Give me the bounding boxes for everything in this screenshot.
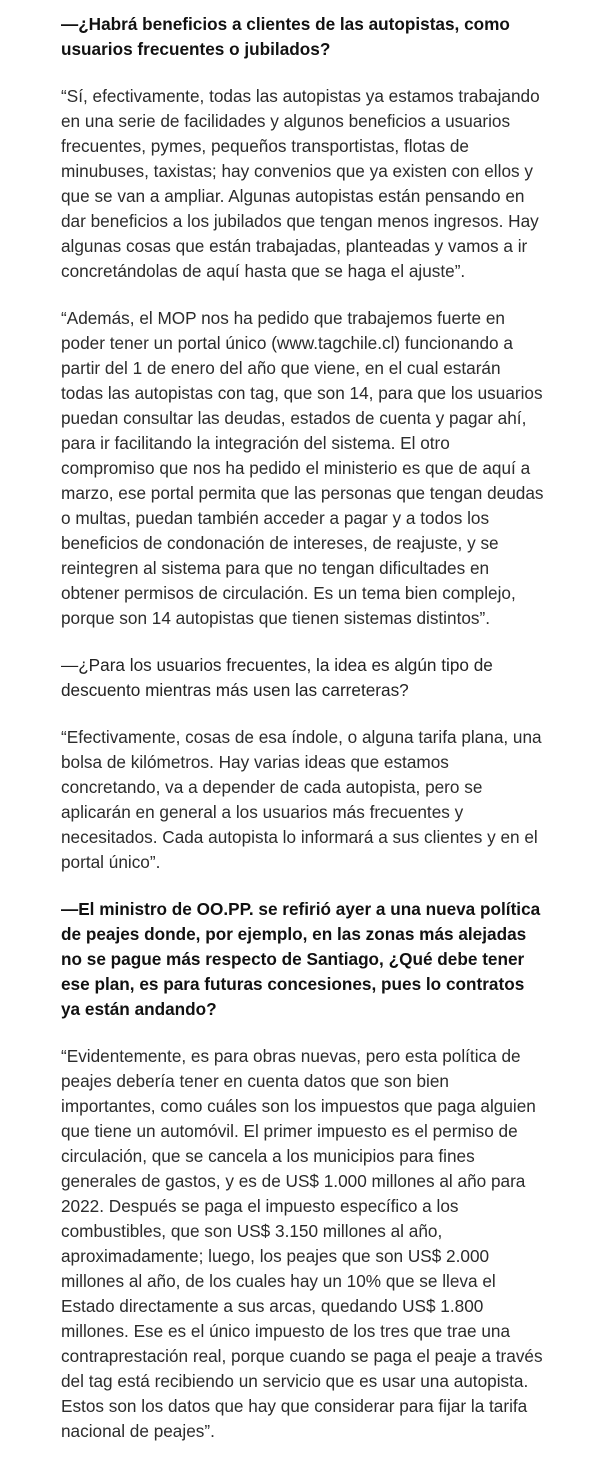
text-line: millones al año, de los cuales hay un 10% que se lleva el: [61, 1271, 496, 1291]
text-line: en una serie de facilidades y algunos beneficios a usuarios: [61, 111, 511, 131]
text-line: marzo, ese portal permita que las personas que tengan deudas: [61, 483, 544, 503]
text-line: peajes debería tener en cuenta datos que son bien: [61, 1071, 449, 1091]
text-line: nacional de peajes”.: [61, 1421, 215, 1441]
text-line: generales de gastos, y es de US$ 1.000 millones al año para: [61, 1171, 526, 1191]
text-line: necesitados. Cada autopista lo informará a sus clientes y en el: [61, 827, 538, 847]
text-line: —El ministro de OO.PP. se refirió ayer a una nueva política: [61, 899, 541, 919]
text-line: —¿Para los usuarios frecuentes, la idea es algún tipo de: [61, 655, 493, 675]
text-line: obtener permisos de circulación. Es un tema bien complejo,: [61, 583, 516, 603]
text-line: Estado directamente a sus arcas, quedando US$ 1.800: [61, 1296, 484, 1316]
text-line: puedan consultar las deudas, estados de cuenta y pagar ahí,: [61, 408, 527, 428]
text-line: “Evidentemente, es para obras nuevas, pero esta política de: [61, 1046, 521, 1066]
text-line: frecuentes, pymes, pequeños transportistas, flotas de: [61, 136, 469, 156]
text-line: algunas cosas que están trabajadas, planteadas y vamos a ir: [61, 236, 528, 256]
text-line: circulación, que se cancela a los municipios para fines: [61, 1146, 475, 1166]
text-line: ya están andando?: [61, 999, 217, 1019]
text-line: porque son 14 autopistas que tienen sistemas distintos”.: [61, 608, 490, 628]
interview-question-3: [61, 897, 570, 1022]
text-line: bolsa de kilómetros. Hay varias ideas que estamos: [61, 752, 449, 772]
text-line: concretando, va a depender de cada autopista, pero se: [61, 777, 483, 797]
text-line: aproximadamente; luego, los peajes que son US$ 2.000: [61, 1246, 490, 1266]
text-line: usuarios frecuentes o jubilados?: [61, 39, 331, 59]
text-line: reintegren al sistema para que no tengan dificultades en: [61, 558, 490, 578]
text-line: del tag está recibiendo un servicio que es usar una autopista.: [61, 1371, 529, 1391]
text-line: “Además, el MOP nos ha pedido que trabajemos fuerte en: [61, 308, 505, 328]
text-line: todas las autopistas con tag, que son 14, para que los usuarios: [61, 383, 543, 403]
text-line: “Efectivamente, cosas de esa índole, o alguna tarifa plana, una: [61, 727, 542, 747]
text-line: combustibles, que son US$ 3.150 millones al año,: [61, 1221, 443, 1241]
text-line: o multas, puedan también acceder a pagar y a todos los: [61, 508, 490, 528]
text-line: poder tener un portal único (www.tagchile.cl) funcionando a: [61, 333, 513, 353]
text-line: dar beneficios a los jubilados que tengan menos ingresos. Hay: [61, 211, 539, 231]
text-line: millones. Ese es el único impuesto de los tres que trae una: [61, 1321, 511, 1341]
interview-question-1: [61, 12, 570, 62]
interview-answer-1: [61, 84, 570, 284]
text-line: minubuses, taxistas; hay convenios que ya existen con ellos y: [61, 161, 533, 181]
text-line: contraprestación real, porque cuando se paga el peaje a través: [61, 1346, 543, 1366]
interview-answer-3: [61, 725, 570, 875]
text-line: 2022. Después se paga el impuesto específico a los: [61, 1196, 459, 1216]
text-line: beneficios de condonación de intereses, de reajuste, y se: [61, 533, 499, 553]
interview-answer-2: [61, 306, 570, 631]
text-line: —¿Habrá beneficios a clientes de las autopistas, como: [61, 14, 510, 34]
text-line: Estos son los datos que hay que considerar para fijar la tarifa: [61, 1396, 528, 1416]
text-line: descuento mientras más usen las carreteras?: [61, 680, 409, 700]
text-line: que tiene un automóvil. El primer impuesto es el permiso de: [61, 1121, 518, 1141]
text-line: importantes, como cuáles son los impuestos que paga alguien: [61, 1096, 536, 1116]
text-line: concretándolas de aquí hasta que se haga el ajuste”.: [61, 261, 466, 281]
text-line: no se pague más respecto de Santiago, ¿Qué debe tener: [61, 949, 525, 969]
text-line: ese plan, es para futuras concesiones, pues lo contratos: [61, 974, 525, 994]
text-line: partir del 1 de enero del año que viene, en el cual estarán: [61, 358, 501, 378]
interview-answer-4: [61, 1044, 570, 1444]
text-line: que se van a ampliar. Algunas autopistas están pensando en: [61, 186, 525, 206]
text-line: portal único”.: [61, 852, 161, 872]
text-line: aplicarán en general a los usuarios más frecuentes y: [61, 802, 464, 822]
text-line: para ir facilitando la integración del sistema. El otro: [61, 433, 450, 453]
text-line: “Sí, efectivamente, todas las autopistas ya estamos trabajando: [61, 86, 540, 106]
text-line: de peajes donde, por ejemplo, en las zonas más alejadas: [61, 924, 527, 944]
interview-question-2: [61, 653, 570, 703]
text-line: compromiso que nos ha pedido el ministerio es que de aquí a: [61, 458, 531, 478]
